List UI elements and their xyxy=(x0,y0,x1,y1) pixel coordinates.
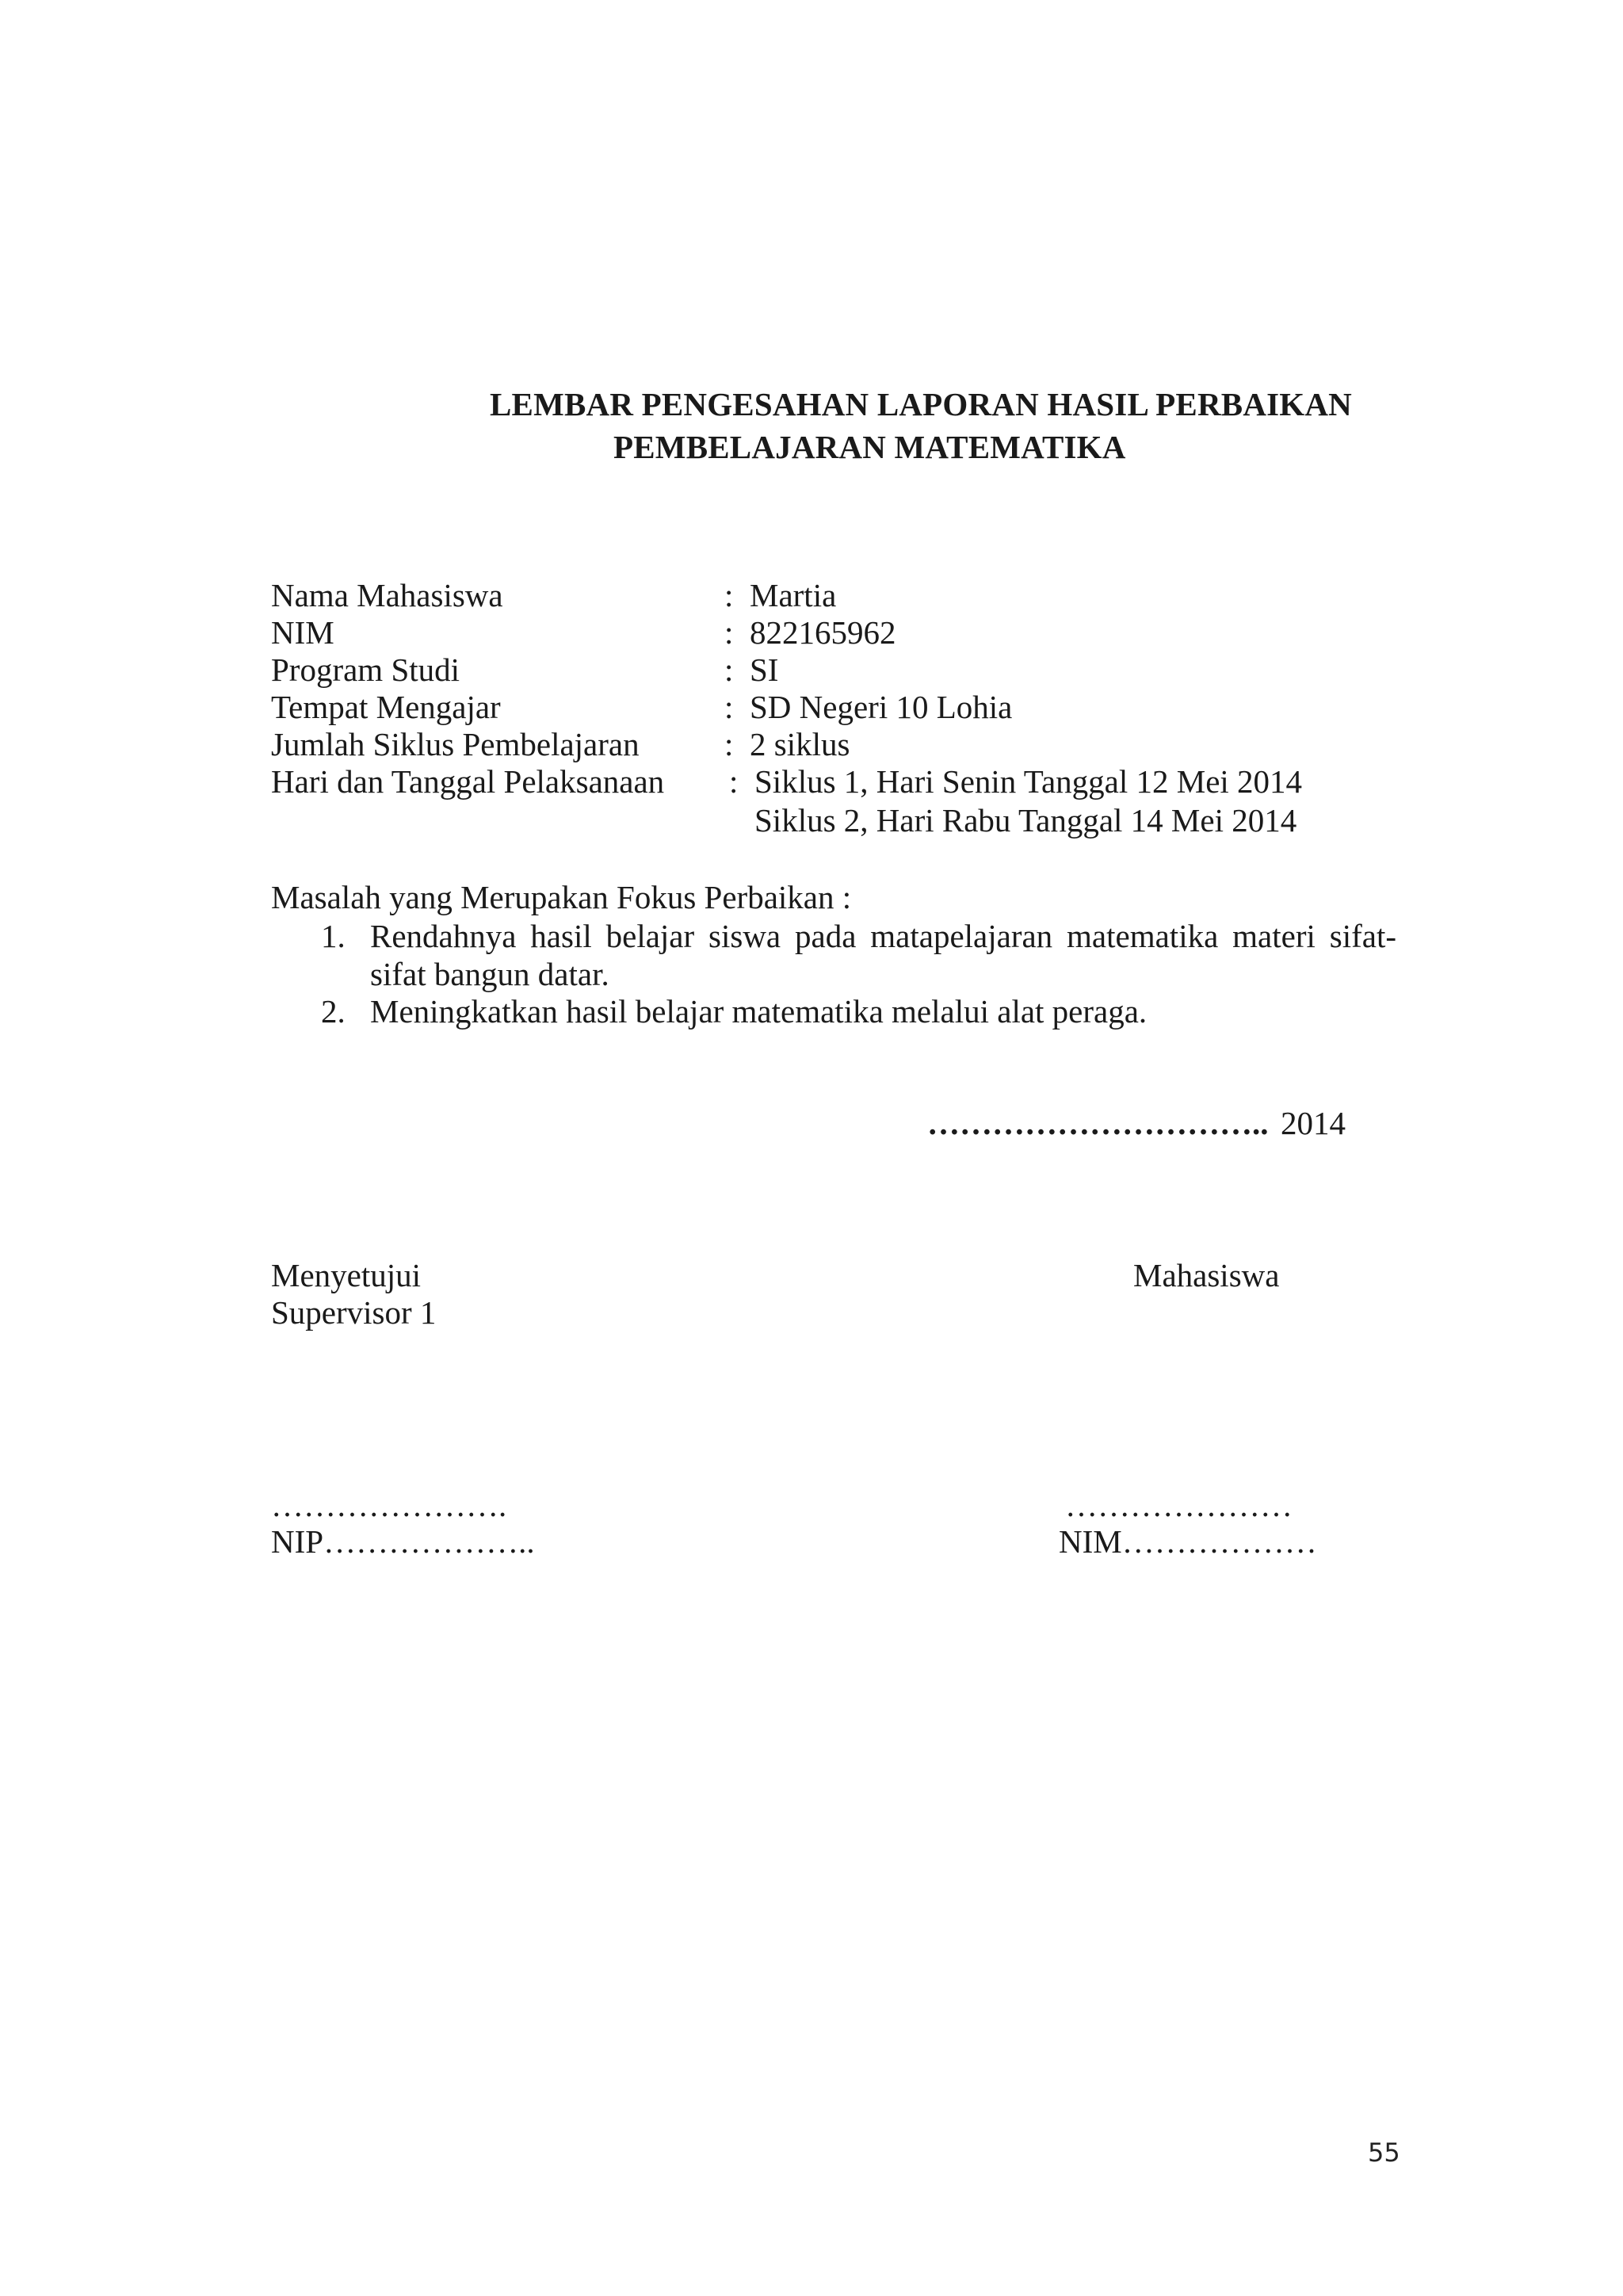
info-value: 822165962 xyxy=(750,614,896,651)
info-colon: : xyxy=(729,763,739,800)
info-value: Siklus 1, Hari Senin Tanggal 12 Mei 2014 xyxy=(754,763,1303,800)
info-label: Jumlah Siklus Pembelajaran xyxy=(271,726,640,762)
signature-right-nim: NIM……………… xyxy=(1059,1523,1317,1560)
info-colon: : xyxy=(724,651,734,688)
page-number: 55 xyxy=(1368,2137,1400,2168)
focus-item-number: 1. xyxy=(321,918,346,954)
date-dots: ………………………….. xyxy=(927,1105,1269,1141)
info-colon: : xyxy=(724,614,734,651)
document-title-line-2: PEMBELAJARAN MATEMATIKA xyxy=(613,429,1126,465)
info-label: Nama Mahasiswa xyxy=(271,577,503,613)
info-colon: : xyxy=(724,726,734,762)
signature-left-role: Supervisor 1 xyxy=(271,1294,437,1331)
date-year: 2014 xyxy=(1281,1105,1346,1141)
focus-item-text-line: Rendahnya hasil belajar siswa pada matapelajaran matematika materi sifat- xyxy=(370,918,1396,954)
info-colon: : xyxy=(724,577,734,613)
focus-heading: Masalah yang Merupakan Fokus Perbaikan : xyxy=(271,879,852,915)
info-colon: : xyxy=(724,689,734,725)
signature-left-nip: NIP……………….. xyxy=(271,1523,535,1560)
focus-item-number: 2. xyxy=(321,993,346,1030)
info-value: 2 siklus xyxy=(750,726,850,762)
info-value: SD Negeri 10 Lohia xyxy=(750,689,1013,725)
info-hari-tanggal-continuation: Siklus 2, Hari Rabu Tanggal 14 Mei 2014 xyxy=(754,802,1297,839)
focus-item-text-line: sifat bangun datar. xyxy=(370,956,609,992)
info-value: SI xyxy=(750,651,779,688)
signature-left-name-dots: …………………. xyxy=(271,1487,507,1523)
signature-left-approval: Menyetujui xyxy=(271,1257,422,1293)
info-label: NIM xyxy=(271,614,334,651)
signature-right-name-dots: ………………… xyxy=(1065,1487,1293,1523)
info-label: Program Studi xyxy=(271,651,460,688)
focus-item-text-line: Meningkatkan hasil belajar matematika melalui alat peraga. xyxy=(370,993,1148,1030)
document-title-line-1: LEMBAR PENGESAHAN LAPORAN HASIL PERBAIKAN xyxy=(490,386,1352,422)
info-value: Martia xyxy=(750,577,837,613)
info-label: Tempat Mengajar xyxy=(271,689,501,725)
signature-right-role: Mahasiswa xyxy=(1133,1257,1280,1293)
info-label: Hari dan Tanggal Pelaksanaan xyxy=(271,763,665,800)
